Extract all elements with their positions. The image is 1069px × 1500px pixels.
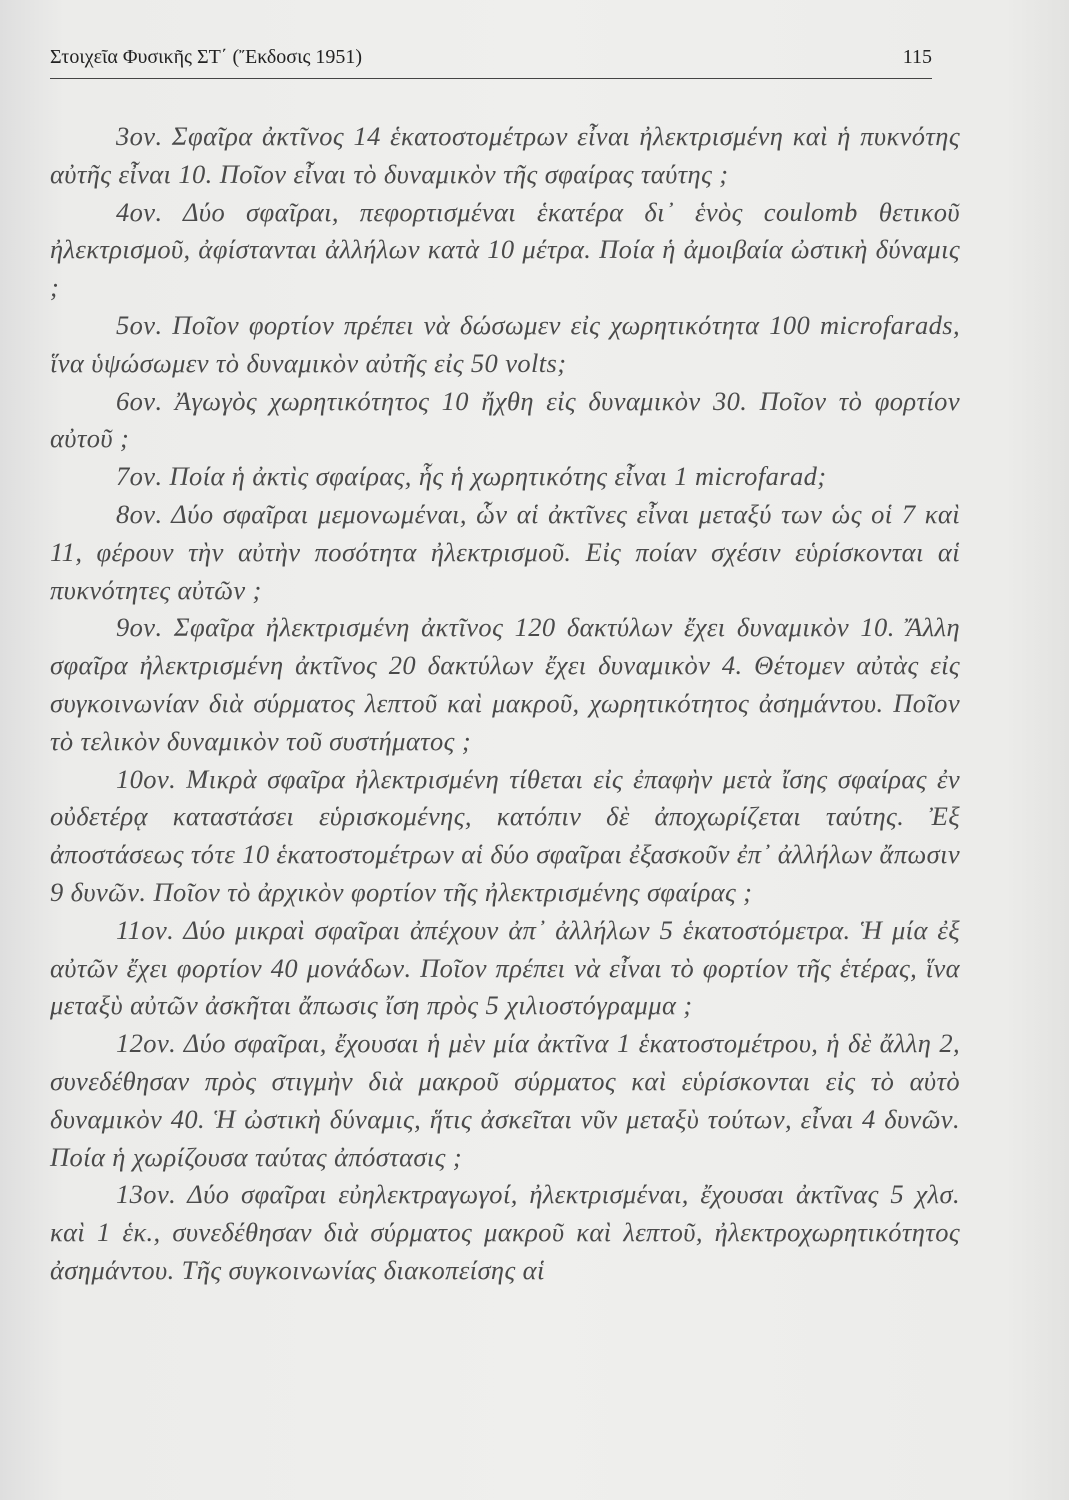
problem-11: 11ον. Δύο μικραὶ σφαῖραι ἀπέχουν ἀπ᾽ ἀλλήλων 5 ἑκατοστόμετρα. Ἡ μία ἐξ αὐτῶν ἔχει φορτίον 40 μονάδων. Ποῖον πρέπει νὰ εἶναι τὸ φορτίον τῆς ἑτέρας, ἵνα μεταξὺ αὐτῶν ἀσκῆται ἄπωσις ἴση πρὸς 5 χιλιοστόγραμμα ; — [50, 914, 960, 1021]
problem-5: 5ον. Ποῖον φορτίον πρέπει νὰ δώσωμεν εἰς χωρητικότητα 100 microfarads, ἵνα ὑψώσωμεν τὸ δυναμικὸν αὐτῆς εἰς 50 volts; — [50, 309, 960, 378]
problem-list — [50, 118, 960, 1290]
page-number: 115 — [902, 46, 932, 68]
problem-4: 4ον. Δύο σφαῖραι, πεφορτισμέναι ἑκατέρα δι᾽ ἑνὸς coulomb θετικοῦ ἠλεκτρισμοῦ, ἀφίστανται ἀλλήλων κατὰ 10 μέτρα. Ποία ἡ ἀμοιβαία ὠστικὴ δύναμις ; — [50, 196, 960, 303]
book-title: Στοιχεῖα Φυσικῆς ΣΤ΄ (Ἔκδοσις 1951) — [50, 46, 363, 68]
problem-6: 6ον. Ἀγωγὸς χωρητικότητος 10 ἤχθη εἰς δυναμικὸν 30. Ποῖον τὸ φορτίον αὐτοῦ ; — [50, 385, 960, 454]
problem-12: 12ον. Δύο σφαῖραι, ἔχουσαι ἡ μὲν μία ἀκτῖνα 1 ἑκατοστομέτρου, ἡ δὲ ἄλλη 2, συνεδέθησαν πρὸς στιγμὴν διὰ μακροῦ σύρματος καὶ εὑρίσκονται εἰς τὸ αὐτὸ δυναμικὸν 40. Ἡ ὠστικὴ δύναμις, ἥτις ἀσκεῖται νῦν μεταξὺ τούτων, εἶναι 4 δυνῶν. Ποία ἡ χωρίζουσα ταύτας ἀπόστασις ; — [50, 1028, 960, 1172]
problem-7: 7ον. Ποία ἡ ἀκτὶς σφαίρας, ἧς ἡ χωρητικότης εἶναι 1 microfarad; — [116, 461, 827, 492]
problem-3: 3ον. Σφαῖρα ἀκτῖνος 14 ἑκατοστομέτρων εἶναι ἠλεκτρισμένη καὶ ἡ πυκνότης αὐτῆς εἶναι 10. Ποῖον εἶναι τὸ δυναμικὸν τῆς σφαίρας ταύτης ; — [50, 121, 960, 189]
header-rule — [50, 78, 932, 79]
problem-13: 13ον. Δύο σφαῖραι εὐηλεκτραγωγοί, ἠλεκτρισμέναι, ἔχουσαι ἀκτῖνας 5 χλσ. καὶ 1 ἑκ., συνεδέθησαν διὰ σύρματος μακροῦ καὶ λεπτοῦ, ἠλεκτροχωρητικότητος ἀσημάντου. Τῆς συγκοινωνίας διακοπείσης αἱ — [50, 1179, 960, 1285]
problem-9: 9ον. Σφαῖρα ἠλεκτρισμένη ἀκτῖνος 120 δακτύλων ἔχει δυναμικὸν 10. Ἄλλη σφαῖρα ἠλεκτρισμένη ἀκτῖνος 20 δακτύλων ἔχει δυναμικὸν 4. Θέτομεν αὐτὰς εἰς συγκοινωνίαν διὰ σύρματος λεπτοῦ καὶ μακροῦ, χωρητικότητος ἀσημάντου. Ποῖον τὸ τελικὸν δυναμικὸν τοῦ συστήματος ; — [50, 612, 960, 756]
running-header — [50, 46, 932, 78]
problem-10: 10ον. Μικρὰ σφαῖρα ἠλεκτρισμένη τίθεται εἰς ἐπαφὴν μετὰ ἴσης σφαίρας ἐν οὐδετέρᾳ καταστάσει εὑρισκομένης, κατόπιν δὲ ἀποχωρίζεται ταύτης. Ἐξ ἀποστάσεως τότε 10 ἑκατοστομέτρων αἱ δύο σφαῖραι ἐξασκοῦν ἐπ᾽ ἀλλήλων ἄπωσιν 9 δυνῶν. Ποῖον τὸ ἀρχικὸν φορτίον τῆς ἠλεκτρισμένης σφαίρας ; — [50, 763, 960, 907]
problem-8: 8ον. Δύο σφαῖραι μεμονωμέναι, ὧν αἱ ἀκτῖνες εἶναι μεταξύ των ὡς οἱ 7 καὶ 11, φέρουν τὴν αὐτὴν ποσότητα ἠλεκτρισμοῦ. Εἰς ποίαν σχέσιν εὑρίσκονται αἱ πυκνότητες αὐτῶν ; — [50, 498, 960, 605]
